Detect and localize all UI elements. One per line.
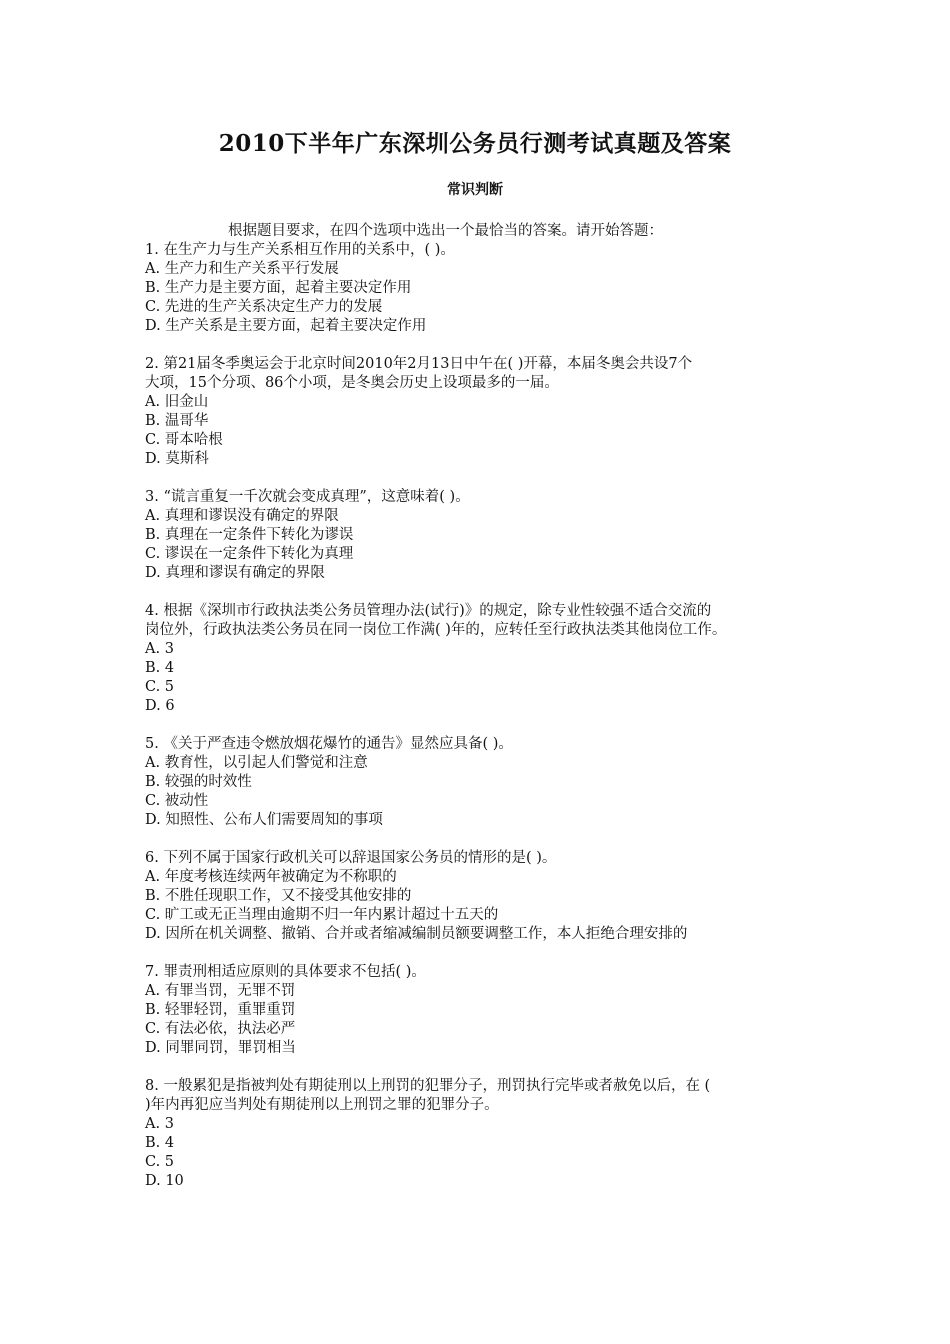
answer-option: D. 生产关系是主要方面，起着主要决定作用 <box>145 318 427 334</box>
answer-option: B. 较强的时效性 <box>145 774 252 790</box>
question-stem: 5. 《关于严查违令燃放烟花爆竹的通告》显然应具备( )。 <box>145 736 513 752</box>
answer-option: A. 3 <box>145 641 174 657</box>
answer-option: C. 哥本哈根 <box>145 432 223 448</box>
section-heading: 常识判断 <box>447 182 503 198</box>
answer-option: A. 旧金山 <box>145 394 209 410</box>
answer-option: C. 先进的生产关系决定生产力的发展 <box>145 299 383 315</box>
answer-option: D. 10 <box>145 1173 184 1189</box>
answer-option: C. 5 <box>145 679 175 695</box>
question-stem: 8. 一般累犯是指被判处有期徒刑以上刑罚的犯罪分子，刑罚执行完毕或者赦免以后，在 ( <box>145 1078 711 1094</box>
question-stem: 4. 根据《深圳市行政执法类公务员管理办法(试行)》的规定，除专业性较强不适合交流的 <box>145 603 712 619</box>
answer-option: D. 真理和谬误有确定的界限 <box>145 565 325 581</box>
question-stem: 1. 在生产力与生产关系相互作用的关系中，( )。 <box>145 242 455 258</box>
answer-option: B. 4 <box>145 660 175 676</box>
answer-option: A. 有罪当罚，无罪不罚 <box>145 983 296 999</box>
answer-option: D. 因所在机关调整、撤销、合并或者缩减编制员额要调整工作，本人拒绝合理安排的 <box>145 926 688 942</box>
answer-option: A. 生产力和生产关系平行发展 <box>145 261 339 277</box>
answer-option: D. 知照性、公布人们需要周知的事项 <box>145 812 383 828</box>
question-7 <box>145 963 835 1058</box>
document-title: 2010下半年广东深圳公务员行测考试真题及答案 <box>218 130 732 157</box>
answer-option: B. 温哥华 <box>145 413 209 429</box>
answer-option: A. 教育性，以引起人们警觉和注意 <box>145 755 368 771</box>
question-6 <box>145 849 835 944</box>
question-stem: 2. 第21届冬季奥运会于北京时间2010年2月13日中午在( )开幕，本届冬奥会共设7个 <box>145 356 693 372</box>
question-2 <box>145 355 835 469</box>
question-stem: 3. “谎言重复一千次就会变成真理”，这意味着( )。 <box>145 489 470 505</box>
answer-option: D. 同罪同罚，罪罚相当 <box>145 1040 296 1056</box>
answer-option: D. 莫斯科 <box>145 451 209 467</box>
question-8 <box>145 1077 835 1191</box>
instructions: 根据题目要求，在四个选项中选出一个最恰当的答案。请开始答题： <box>228 223 663 239</box>
question-stem: )年内再犯应当判处有期徒刑以上刑罚之罪的犯罪分子。 <box>145 1097 499 1113</box>
answer-option: D. 6 <box>145 698 175 714</box>
answer-option: B. 真理在一定条件下转化为谬误 <box>145 527 354 543</box>
answer-option: A. 真理和谬误没有确定的界限 <box>145 508 339 524</box>
answer-option: A. 年度考核连续两年被确定为不称职的 <box>145 869 397 885</box>
answer-option: B. 生产力是主要方面，起着主要决定作用 <box>145 280 412 296</box>
answer-option: B. 轻罪轻罚，重罪重罚 <box>145 1002 296 1018</box>
question-4 <box>145 602 835 716</box>
question-stem: 岗位外，行政执法类公务员在同一岗位工作满( )年的，应转任至行政执法类其他岗位工作。 <box>145 622 727 638</box>
answer-option: C. 旷工或无正当理由逾期不归一年内累计超过十五天的 <box>145 907 499 923</box>
answer-option: C. 有法必依，执法必严 <box>145 1021 296 1037</box>
answer-option: B. 4 <box>145 1135 175 1151</box>
answer-option: B. 不胜任现职工作，又不接受其他安排的 <box>145 888 412 904</box>
answer-option: A. 3 <box>145 1116 174 1132</box>
answer-option: C. 5 <box>145 1154 175 1170</box>
question-5 <box>145 735 835 830</box>
answer-option: C. 谬误在一定条件下转化为真理 <box>145 546 354 562</box>
question-stem: 6. 下列不属于国家行政机关可以辞退国家公务员的情形的是( )。 <box>145 850 557 866</box>
question-stem: 大项，15个分项、86个小项，是冬奥会历史上设项最多的一届。 <box>145 375 559 391</box>
question-list <box>145 241 835 1210</box>
question-3 <box>145 488 835 583</box>
question-1 <box>145 241 835 336</box>
question-stem: 7. 罪责刑相适应原则的具体要求不包括( )。 <box>145 964 426 980</box>
answer-option: C. 被动性 <box>145 793 209 809</box>
